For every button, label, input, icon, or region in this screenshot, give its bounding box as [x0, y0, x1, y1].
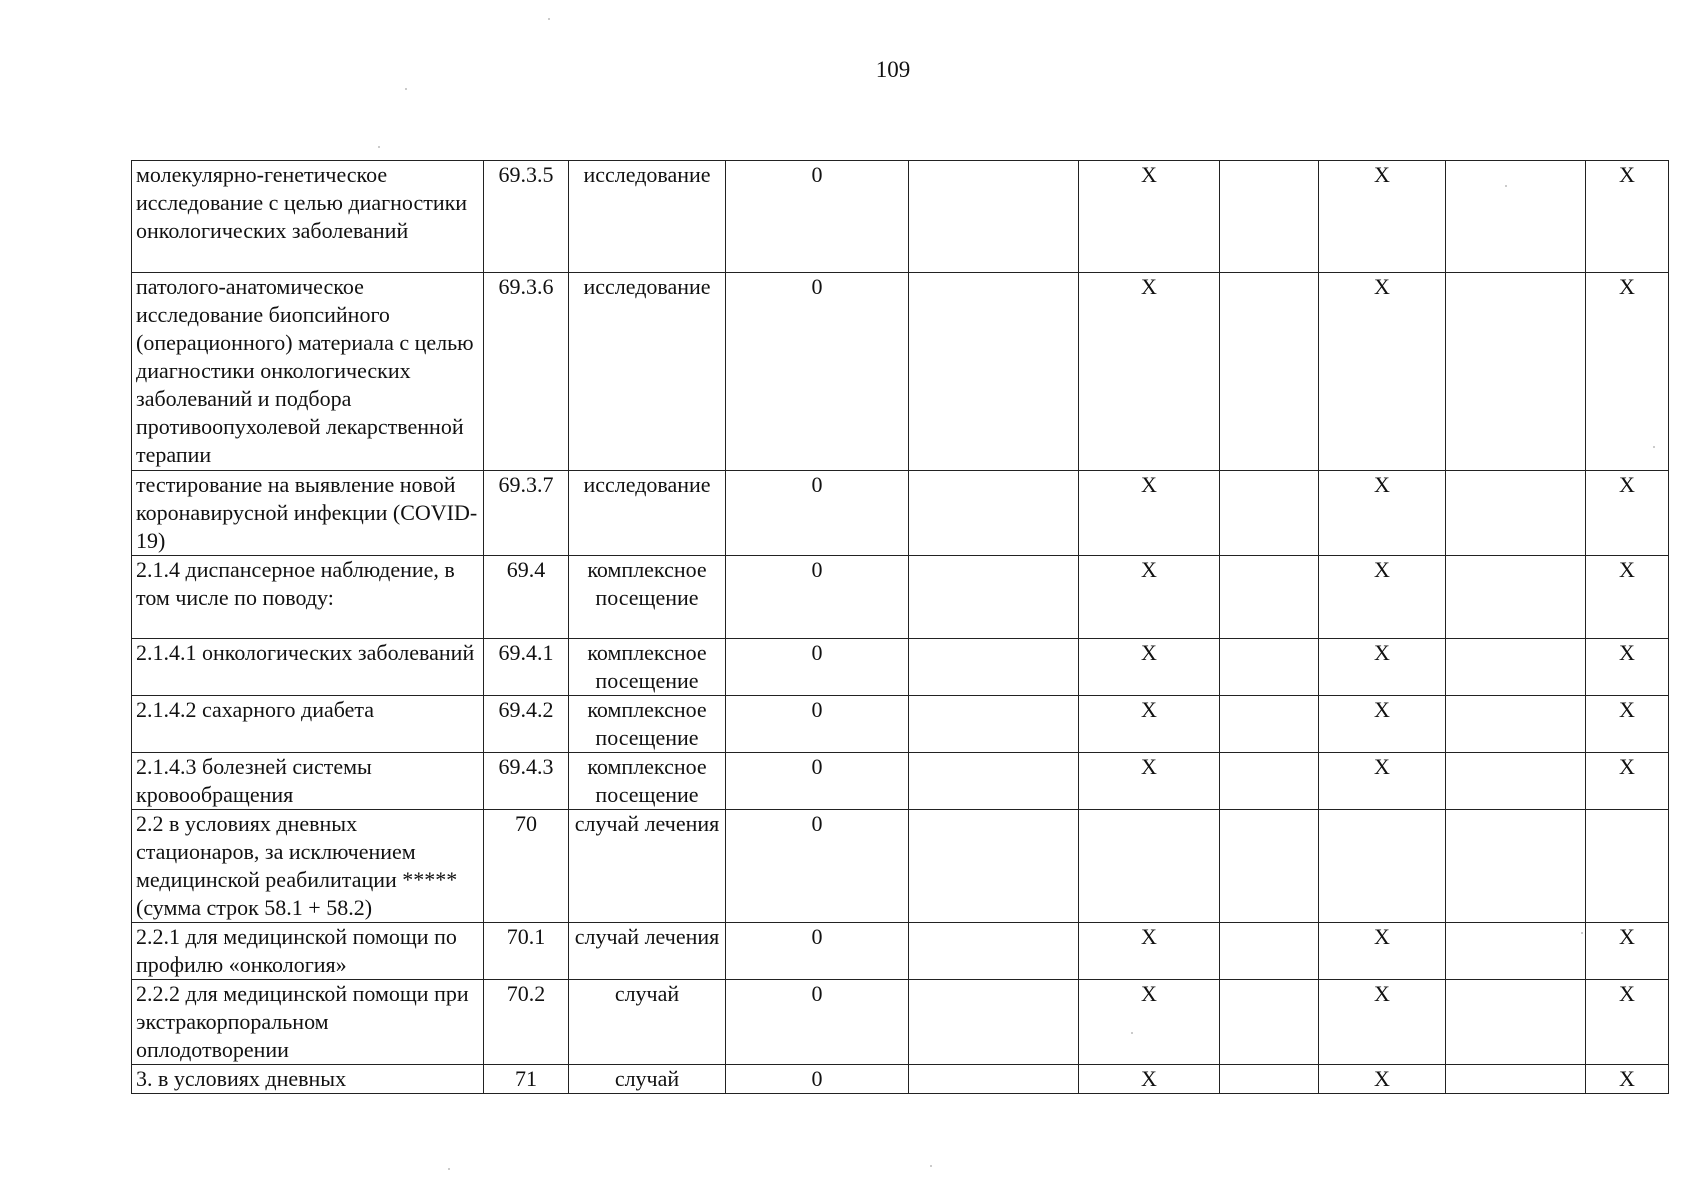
row-col9-cell [1446, 1065, 1586, 1094]
row-col6-cell: X [1079, 639, 1220, 696]
row-code-cell: 69.3.5 [484, 161, 569, 273]
row-value-cell: 0 [726, 471, 909, 556]
row-unit-cell: комплексное посещение [569, 639, 726, 696]
row-col7-cell [1220, 639, 1319, 696]
row-col6-cell: X [1079, 1065, 1220, 1094]
row-col9-cell [1446, 753, 1586, 810]
row-name-cell: 2.1.4 диспансерное наблюдение, в том числе по поводу: [132, 556, 484, 639]
row-name-cell: молекулярно-генетическое исследование с целью диагностики онкологических заболеваний [132, 161, 484, 273]
row-name-cell: 2.1.4.3 болезней системы кровообращения [132, 753, 484, 810]
row-name-cell: 3. в условиях дневных [132, 1065, 484, 1094]
row-col8-cell [1319, 810, 1446, 923]
row-col7-cell [1220, 471, 1319, 556]
table-row [132, 1065, 1669, 1094]
row-col10-cell: X [1586, 1065, 1669, 1094]
row-col10-cell: X [1586, 273, 1669, 471]
row-code-cell: 69.4 [484, 556, 569, 639]
row-code-cell: 69.4.3 [484, 753, 569, 810]
row-unit-cell: исследование [569, 471, 726, 556]
row-name-cell: патолого-анатомическое исследование биопсийного (операционного) материала с целью диагностики онкологических заболеваний и подбора противоопухолевой лекарственной терапии [132, 273, 484, 471]
scan-speck [1581, 932, 1583, 934]
row-code-cell: 70.2 [484, 980, 569, 1065]
row-col8-cell: X [1319, 639, 1446, 696]
row-col9-cell [1446, 556, 1586, 639]
row-name-cell: 2.2.1 для медицинской помощи по профилю «онкология» [132, 923, 484, 980]
row-col10-cell: X [1586, 556, 1669, 639]
row-col5-cell [909, 1065, 1079, 1094]
row-col7-cell [1220, 696, 1319, 753]
data-table [131, 160, 1669, 1094]
row-col10-cell: X [1586, 471, 1669, 556]
row-value-cell: 0 [726, 556, 909, 639]
row-col8-cell: X [1319, 556, 1446, 639]
row-col5-cell [909, 923, 1079, 980]
row-col6-cell: X [1079, 696, 1220, 753]
row-col8-cell: X [1319, 696, 1446, 753]
row-col7-cell [1220, 556, 1319, 639]
row-code-cell: 70.1 [484, 923, 569, 980]
row-col5-cell [909, 696, 1079, 753]
row-col5-cell [909, 556, 1079, 639]
row-col5-cell [909, 273, 1079, 471]
row-value-cell: 0 [726, 696, 909, 753]
row-col5-cell [909, 639, 1079, 696]
row-code-cell: 69.4.2 [484, 696, 569, 753]
row-value-cell: 0 [726, 1065, 909, 1094]
row-unit-cell: случай [569, 1065, 726, 1094]
row-col7-cell [1220, 753, 1319, 810]
row-name-cell: 2.2.2 для медицинской помощи при экстракорпоральном оплодотворении [132, 980, 484, 1065]
table-row [132, 273, 1669, 471]
table-row [132, 471, 1669, 556]
row-col6-cell: X [1079, 980, 1220, 1065]
row-value-cell: 0 [726, 161, 909, 273]
row-col6-cell: X [1079, 161, 1220, 273]
row-col8-cell: X [1319, 753, 1446, 810]
table-row [132, 980, 1669, 1065]
row-name-cell: 2.1.4.1 онкологических заболеваний [132, 639, 484, 696]
row-col10-cell [1586, 810, 1669, 923]
page-number: 109 [875, 57, 911, 82]
scan-speck [1505, 185, 1507, 187]
scan-speck [548, 18, 550, 20]
row-col6-cell: X [1079, 556, 1220, 639]
table-body [132, 161, 1669, 1094]
row-value-cell: 0 [726, 980, 909, 1065]
row-unit-cell: комплексное посещение [569, 753, 726, 810]
row-col6-cell: X [1079, 273, 1220, 471]
row-col9-cell [1446, 810, 1586, 923]
row-col10-cell: X [1586, 753, 1669, 810]
row-col5-cell [909, 753, 1079, 810]
row-unit-cell: исследование [569, 161, 726, 273]
row-col5-cell [909, 810, 1079, 923]
row-col9-cell [1446, 980, 1586, 1065]
row-col7-cell [1220, 1065, 1319, 1094]
row-code-cell: 69.3.7 [484, 471, 569, 556]
row-code-cell: 71 [484, 1065, 569, 1094]
scan-speck [378, 146, 380, 148]
row-col7-cell [1220, 273, 1319, 471]
row-col7-cell [1220, 810, 1319, 923]
row-col9-cell [1446, 696, 1586, 753]
row-col7-cell [1220, 923, 1319, 980]
row-col9-cell [1446, 639, 1586, 696]
row-name-cell: 2.1.4.2 сахарного диабета [132, 696, 484, 753]
row-col10-cell: X [1586, 696, 1669, 753]
row-col8-cell: X [1319, 923, 1446, 980]
row-col6-cell: X [1079, 753, 1220, 810]
scan-speck [1131, 1032, 1133, 1034]
row-col10-cell: X [1586, 923, 1669, 980]
row-col9-cell [1446, 161, 1586, 273]
scan-speck [1653, 446, 1655, 448]
row-col7-cell [1220, 161, 1319, 273]
scan-speck [405, 88, 407, 90]
row-col10-cell: X [1586, 980, 1669, 1065]
row-name-cell: 2.2 в условиях дневных стационаров, за исключением медицинской реабилитации ***** (сумма строк 58.1 + 58.2) [132, 810, 484, 923]
table-row [132, 696, 1669, 753]
row-unit-cell: случай лечения [569, 810, 726, 923]
row-col5-cell [909, 980, 1079, 1065]
row-code-cell: 69.4.1 [484, 639, 569, 696]
row-value-cell: 0 [726, 273, 909, 471]
table-row [132, 923, 1669, 980]
row-unit-cell: исследование [569, 273, 726, 471]
row-col7-cell [1220, 980, 1319, 1065]
table-row [132, 556, 1669, 639]
row-col8-cell: X [1319, 471, 1446, 556]
table-row [132, 161, 1669, 273]
row-value-cell: 0 [726, 753, 909, 810]
row-code-cell: 69.3.6 [484, 273, 569, 471]
row-col9-cell [1446, 471, 1586, 556]
row-col8-cell: X [1319, 273, 1446, 471]
row-unit-cell: случай [569, 980, 726, 1065]
row-unit-cell: комплексное посещение [569, 696, 726, 753]
row-value-cell: 0 [726, 923, 909, 980]
row-col8-cell: X [1319, 980, 1446, 1065]
scan-speck [930, 1165, 932, 1167]
row-code-cell: 70 [484, 810, 569, 923]
table-row [132, 753, 1669, 810]
table-row [132, 810, 1669, 923]
row-col10-cell: X [1586, 161, 1669, 273]
row-unit-cell: комплексное посещение [569, 556, 726, 639]
row-col5-cell [909, 161, 1079, 273]
row-col6-cell [1079, 810, 1220, 923]
row-name-cell: тестирование на выявление новой коронавирусной инфекции (COVID-19) [132, 471, 484, 556]
row-value-cell: 0 [726, 639, 909, 696]
table-row [132, 639, 1669, 696]
row-col9-cell [1446, 923, 1586, 980]
row-unit-cell: случай лечения [569, 923, 726, 980]
row-col10-cell: X [1586, 639, 1669, 696]
row-col5-cell [909, 471, 1079, 556]
row-col9-cell [1446, 273, 1586, 471]
row-col8-cell: X [1319, 161, 1446, 273]
row-col8-cell: X [1319, 1065, 1446, 1094]
row-value-cell: 0 [726, 810, 909, 923]
row-col6-cell: X [1079, 471, 1220, 556]
scan-speck [448, 1168, 450, 1170]
row-col6-cell: X [1079, 923, 1220, 980]
